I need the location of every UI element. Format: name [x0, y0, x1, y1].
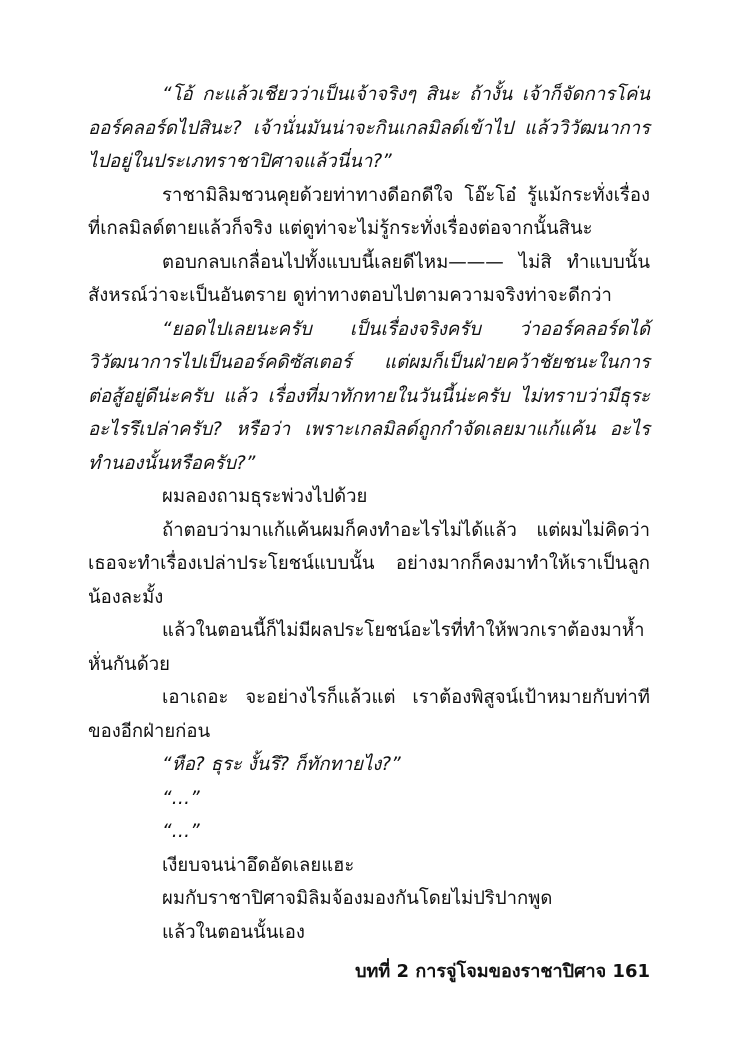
paragraph: เอาเถอะ จะอย่างไรก็แล้วแต่ เราต้องพิสูจน์เป้าหมายกับท่าทีของอีกฝ่ายก่อน — [88, 687, 650, 742]
paragraph: “โอ้ กะแล้วเชียวว่าเป็นเจ้าจริงๆ สินะ ถ้างั้น เจ้าก็จัดการโค่นออร์คลอร์ดไปสินะ? เจ้านั่นมันน่าจะกินเกลมิลด์เข้าไป แล้ววิวัฒนาการไปอยู่ในประเภทราชาปิศาจแล้วนี่นา?” — [88, 84, 650, 172]
paragraph: แล้วในตอนนั้นเอง — [162, 921, 305, 943]
paragraph: ถ้าตอบว่ามาแก้แค้นผมก็คงทำอะไรไม่ได้แล้ว แต่ผมไม่คิดว่าเธอจะทำเรื่องเปล่าประโยชน์แบบนั้น อย่างมากก็คงมาทำให้เราเป็นลูกน้องละมั้ง — [88, 519, 650, 608]
paragraph: ตอบกลบเกลื่อนไปทั้งแบบนี้เลยดีไหม——— ไม่สิ ทำแบบนั้นสังหรณ์ว่าจะเป็นอันตราย ดูท่าทางตอบไปตามความจริงท่าจะดีกว่า — [88, 251, 650, 306]
page-body — [88, 78, 650, 949]
paragraph: “หือ? ธุระ งั้นรึ? ก็ทักทายไง?” — [162, 754, 401, 775]
paragraph: แล้วในตอนนี้ก็ไม่มีผลประโยชน์อะไรที่ทำให้พวกเราต้องมาห้ำหั่นกันด้วย — [88, 620, 645, 675]
paragraph: “ยอดไปเลยนะครับ เป็นเรื่องจริงครับ ว่าออร์คลอร์ดได้วิวัฒนาการไปเป็นออร์คดิซัสเตอร์ แต่ผมก็เป็นฝ่ายคว้าชัยชนะในการต่อสู้อยู่ดีน่ะครับ แล้ว เรื่องที่มาทักทายในวันนี้น่ะครับ ไม่ทราบว่ามีธุระอะไรรึเปล่าครับ? หรือว่า เพราะเกลมิลด์ถูกกำจัดเลยมาแก้แค้น อะไรทำนองนั้นหรือครับ?” — [88, 318, 650, 474]
paragraph: ราชามิลิมชวนคุยด้วยท่าทางดีอกดีใจ โอ๊ะโอ๋ รู้แม้กระทั่งเรื่องที่เกลมิลด์ตายแล้วก็จริง แต่ดูท่าจะไม่รู้กระทั่งเรื่องต่อจากนั้นสินะ — [88, 184, 650, 239]
paragraph: “…” — [162, 821, 200, 842]
paragraph: ผมกับราชาปิศาจมิลิมจ้องมองกันโดยไม่ปริปากพูด — [162, 888, 553, 909]
paragraph: ผมลองถามธุระพ่วงไปด้วย — [162, 486, 368, 507]
paragraph: “…” — [162, 787, 200, 809]
paragraph: เงียบจนน่าอึดอัดเลยแฮะ — [162, 854, 355, 876]
page-footer: บทที่ 2 การจู่โจมของราชาปิศาจ 161 — [355, 961, 650, 982]
